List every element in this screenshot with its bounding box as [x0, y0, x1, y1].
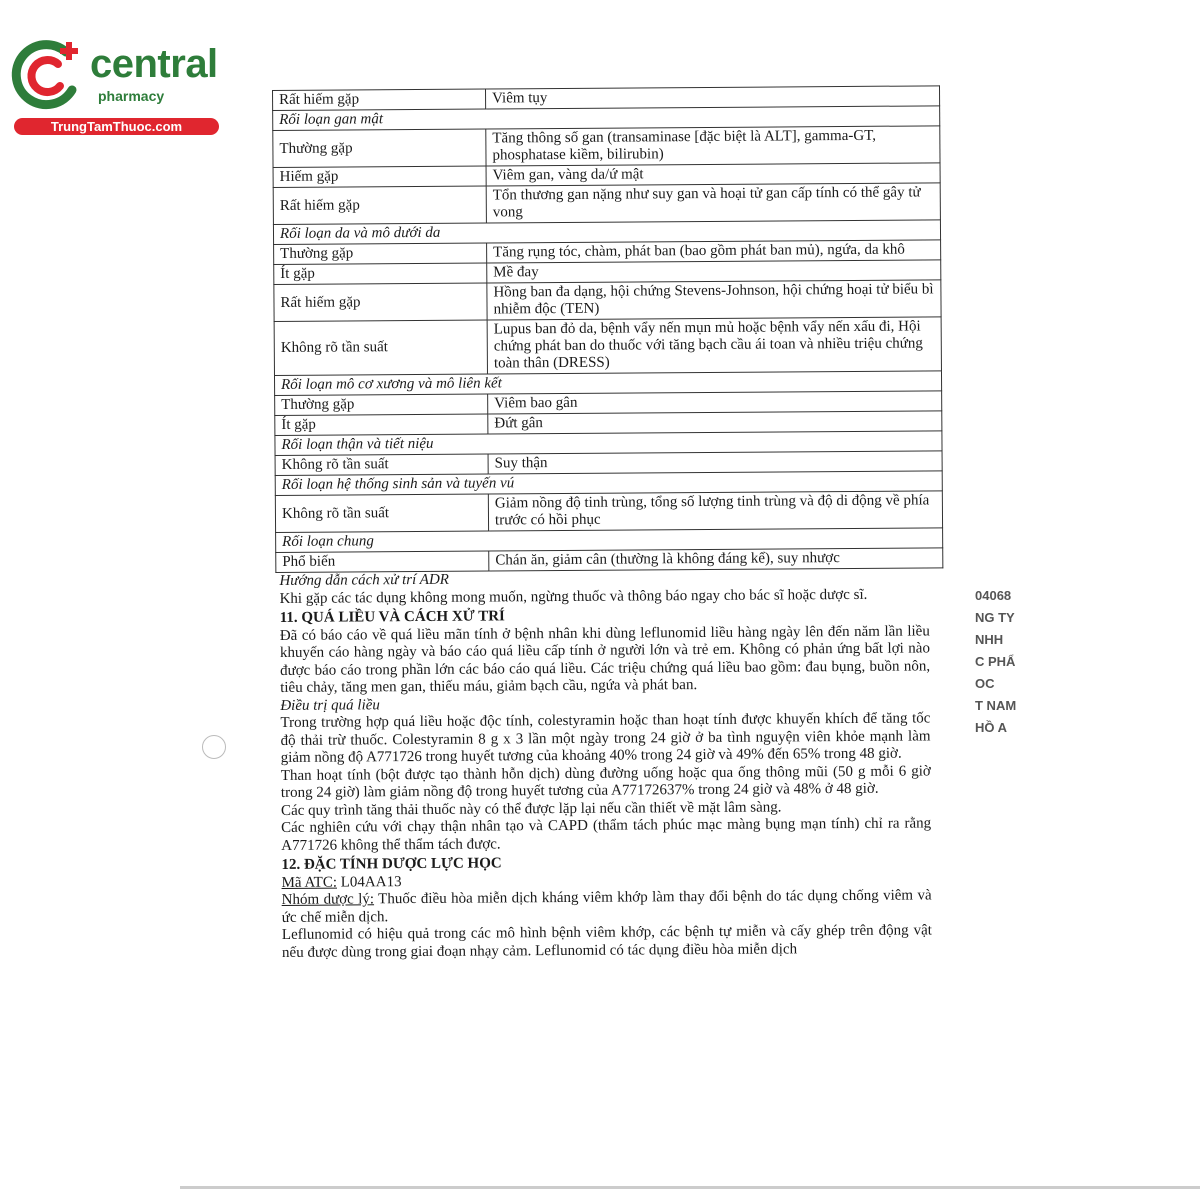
- effect-cell: Tăng rụng tóc, chàm, phát ban (bao gồm phát ban mủ), ngứa, da khô: [487, 240, 941, 263]
- section-label: Rối loạn gan mật: [273, 106, 940, 131]
- frequency-cell: Ít gặp: [274, 263, 487, 284]
- section-11-title: 11. QUÁ LIỀU VÀ CÁCH XỬ TRÍ: [279, 608, 505, 626]
- section-12-paragraph: Leflunomid có hiệu quả trong các mô hình bệnh viêm khớp, các bệnh tự miễn và cấy ghép trên động vật nếu được dùng trong giai đoạn nhạy cảm. Leflunomid có tác dụng điều hòa miễn dịch: [281, 922, 932, 961]
- atc-label: Mã ATC:: [281, 874, 338, 891]
- brand-subtitle: pharmacy: [98, 88, 165, 104]
- stamp-line: NG TY: [975, 610, 1015, 625]
- adr-text: Khi gặp các tác dụng không mong muốn, ngừng thuốc và thông báo ngay cho bác sĩ hoặc dược sĩ.: [279, 586, 868, 607]
- frequency-cell: Không rõ tần suất: [275, 494, 488, 532]
- atc-value: L04AA13: [336, 873, 402, 891]
- frequency-cell: Rất hiếm gặp: [273, 89, 486, 110]
- section-11-paragraph: Trong trường hợp quá liều hoặc độc tính, colestyramin hoặc than hoạt tính được khuyến khích để tăng tốc độ thải trừ thuốc. Colestyramin 8 g x 3 lần một ngày trong 24 giờ ở ba tình nguyện viên khỏe mạnh làm giảm nồng độ A771726 trong huyết tương của khoảng 40% trong 24 giờ và 49% đến 65% trong 48 giờ.: [280, 710, 931, 766]
- section-label: Rối loạn chung: [276, 528, 943, 553]
- stamp-line: 04068: [975, 588, 1012, 603]
- stamp-line: NHH: [975, 632, 1004, 647]
- brand-logo: [10, 38, 220, 138]
- stamp-line: HỒ A: [975, 720, 1008, 735]
- frequency-cell: Hiếm gặp: [273, 166, 486, 187]
- scan-edge: [180, 1186, 1200, 1189]
- section-label: Rối loạn thận và tiết niệu: [275, 431, 942, 456]
- frequency-cell: Rất hiếm gặp: [274, 283, 487, 321]
- section-11-paragraph: Đã có báo cáo về quá liều mãn tính ở bệnh nhân khi dùng leflunomid liều hàng ngày lên đến năm lần liều khuyến cáo hàng ngày và báo cáo quá liều cấp tính ở người lớn và trẻ em. Không có phản ứng bất lợi nào được báo cáo trong phần lớn các báo cáo quá liều. Các triệu chứng quá liều bao gồm: đau bụng, buồn nôn, tiêu chảy, tăng men gan, thiếu máu, giảm bạch cầu, ngứa và phát ban.: [279, 622, 931, 696]
- stamp-line: C PHẨ: [975, 654, 1016, 669]
- effect-cell: Chán ăn, giảm cân (thường là không đáng kể), suy nhược: [489, 548, 943, 571]
- table-row: [273, 126, 940, 168]
- section-label: Rối loạn hệ thống sinh sản và tuyến vú: [275, 471, 942, 496]
- adverse-effects-table: [272, 85, 943, 573]
- pharmacy-logo-icon: [10, 38, 90, 116]
- frequency-cell: Thường gặp: [273, 129, 486, 167]
- brand-name: central: [90, 42, 218, 86]
- pharmacologic-group: [282, 887, 932, 927]
- section-11-paragraph: Than hoạt tính (bột được tạo thành hỗn dịch) dùng đường uống hoặc qua ống thông mũi (50 g mỗi 6 giờ trong 24 giờ) làm giảm nồng độ trong huyết tương của A77172637% trong 24 giờ và 48% ở 48 giờ.: [280, 762, 931, 801]
- adr-heading: Hướng dẫn cách xử trí ADR: [279, 571, 449, 589]
- section-label: Rối loạn da và mô dưới da: [273, 220, 940, 245]
- table-row: [275, 491, 942, 533]
- company-stamp: [975, 585, 1035, 735]
- frequency-cell: Thường gặp: [274, 243, 487, 264]
- effect-cell: Tổn thương gan nặng như suy gan và hoại tử gan cấp tính có thể gây tử vong: [486, 183, 940, 223]
- frequency-cell: Rất hiếm gặp: [273, 186, 486, 224]
- group-value: Thuốc điều hòa miễn dịch kháng viêm khớp làm thay đổi bệnh do tác dụng chống viêm và ức chế miễn dịch.: [281, 887, 932, 926]
- document-page: [272, 85, 958, 962]
- frequency-cell: Thường gặp: [275, 394, 488, 415]
- effect-cell: Giảm nồng độ tinh trùng, tổng số lượng tinh trùng và độ di động về phía trước có hồi phục: [488, 491, 942, 531]
- effect-cell: Viêm tụy: [485, 86, 939, 109]
- frequency-cell: Không rõ tần suất: [275, 454, 488, 475]
- section-11-paragraph: Các nghiên cứu với chạy thận nhân tạo và CAPD (thẩm tách phúc mạc màng bụng mạn tính) chỉ ra rằng A771726 không thể thẩm tách được.: [281, 815, 932, 854]
- effect-cell: Mề đay: [487, 260, 941, 283]
- table-row: [273, 183, 940, 225]
- frequency-cell: Phổ biến: [276, 551, 489, 572]
- brand-url: TrungTamThuoc.com: [14, 118, 219, 135]
- section-11-paragraph: Các quy trình tăng thải thuốc này có thể được lặp lại nếu cần thiết về mặt lâm sàng.: [280, 798, 782, 819]
- effect-cell: Đứt gân: [488, 411, 942, 434]
- effect-cell: Hồng ban đa dạng, hội chứng Stevens-Johnson, hội chứng hoại tử biểu bì nhiễm độc (TEN): [487, 280, 941, 320]
- overdose-treatment-heading: Điều trị quá liều: [280, 696, 380, 714]
- effect-cell: Lupus ban đỏ da, bệnh vẩy nến mụn mủ hoặc bệnh vẩy nến xấu đi, Hội chứng phát ban do thuốc với tăng bạch cầu ái toan và nhiều triệu chứng toàn thân (DRESS): [487, 317, 941, 374]
- effect-cell: Viêm bao gân: [488, 391, 942, 414]
- stamp-line: T NAM: [975, 698, 1017, 713]
- effect-cell: Suy thận: [488, 451, 942, 474]
- punch-hole-mark: [202, 735, 226, 759]
- frequency-cell: Ít gặp: [275, 414, 488, 435]
- document-body: [279, 568, 932, 962]
- effect-cell: Tăng thông số gan (transaminase [đặc biệt là ALT], gamma-GT, phosphatase kiềm, bilirubin): [486, 126, 940, 166]
- effect-cell: Viêm gan, vàng da/ứ mật: [486, 163, 940, 186]
- adverse-effects-table-body: [273, 86, 943, 573]
- table-row: [274, 317, 941, 376]
- table-row: [274, 280, 941, 322]
- section-12-title: 12. ĐẶC TÍNH DƯỢC LỰC HỌC: [281, 855, 502, 873]
- group-label: Nhóm dược lý:: [281, 891, 375, 908]
- frequency-cell: Không rõ tần suất: [274, 320, 487, 375]
- stamp-line: OC: [975, 676, 995, 691]
- section-label: Rối loạn mô cơ xương và mô liên kết: [274, 371, 941, 396]
